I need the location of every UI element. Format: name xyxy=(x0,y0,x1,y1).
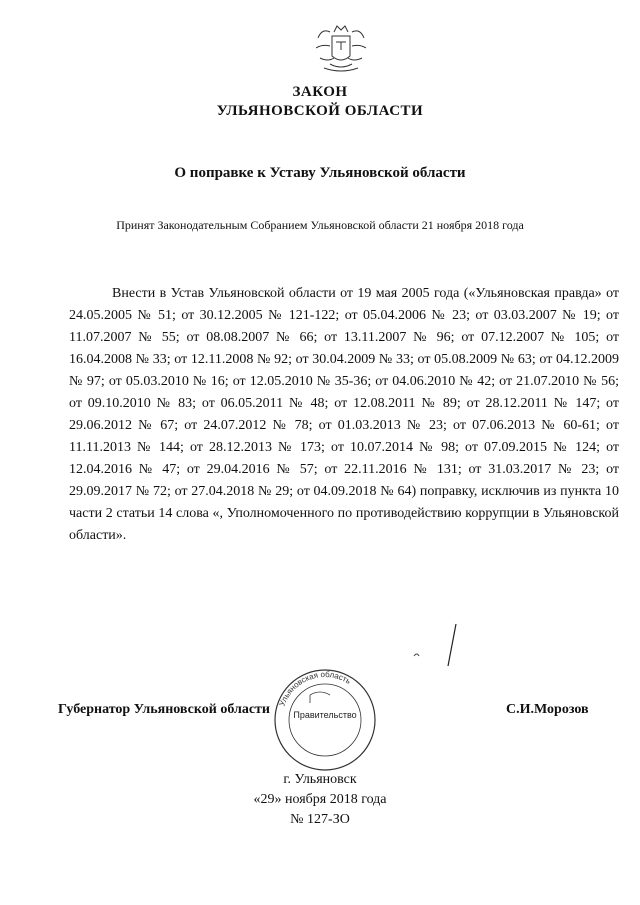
law-body-paragraph: Внести в Устав Ульяновской области от 19 мая 2005 года («Ульяновская правда» от 24.05.2005 № 51; от 30.12.2005 № 121-122; от 05.04.2006 № 23; от 03.03.2007 № 19; от 11.07.2007 № 55; от 08.08.2007 № 66; от 13.11.2007 № 96; от 07.12.2007 № 105; от 16.04.2008 № 33; от 12.11.2008 № 92; от 30.04.2009 № 33; от 05.08.2009 № 63; от 04.12.2009 № 97; от 05.03.2010 № 16; от 12.05.2010 № 35-36; от 04.06.2010 № 42; от 21.07.2010 № 56; от 09.10.2010 № 83; от 06.05.2011 № 48; от 12.08.2011 № 89; от 28.12.2011 № 147; от 29.06.2012 № 67; от 24.07.2012 № 78; от 01.03.2013 № 23; от 07.06.2013 № 60-61; от 11.11.2013 № 144; от 28.12.2013 № 173; от 10.07.2014 № 98; от 07.09.2015 № 124; от 12.04.2016 № 47; от 29.04.2016 № 57; от 22.11.2016 № 131; от 31.03.2017 № 23; от 29.09.2017 № 72; от 27.04.2018 № 29; от 04.09.2018 № 64) поправку, исключив из пункта 10 части 2 статьи 14 слова «, Уполномоченного по противодействию коррупции в Ульяновской области». xyxy=(69,286,619,543)
coat-of-arms-emblem-icon xyxy=(312,18,370,74)
seal-center-text: Правительство xyxy=(293,710,357,720)
adoption-note: Принят Законодательным Собранием Ульяновской области 21 ноября 2018 года xyxy=(116,218,524,232)
svg-text:Ульяновская область xyxy=(278,670,353,707)
signer-title: Губернатор Ульяновской области xyxy=(58,702,270,717)
footer-city: г. Ульяновск xyxy=(283,772,357,787)
official-seal-stamp-icon xyxy=(270,665,380,775)
seal-ring-text: Ульяновская область xyxy=(277,669,353,708)
footer-date: «29» ноября 2018 года xyxy=(253,792,387,807)
document-title: О поправке к Уставу Ульяновской области xyxy=(174,165,466,181)
law-heading: ЗАКОН xyxy=(292,84,348,100)
footer-law-number: № 127-ЗО xyxy=(290,812,350,827)
handwritten-signature-icon xyxy=(408,620,468,670)
law-region-heading: УЛЬЯНОВСКОЙ ОБЛАСТИ xyxy=(216,103,424,119)
signer-name: С.И.Морозов xyxy=(506,702,589,717)
